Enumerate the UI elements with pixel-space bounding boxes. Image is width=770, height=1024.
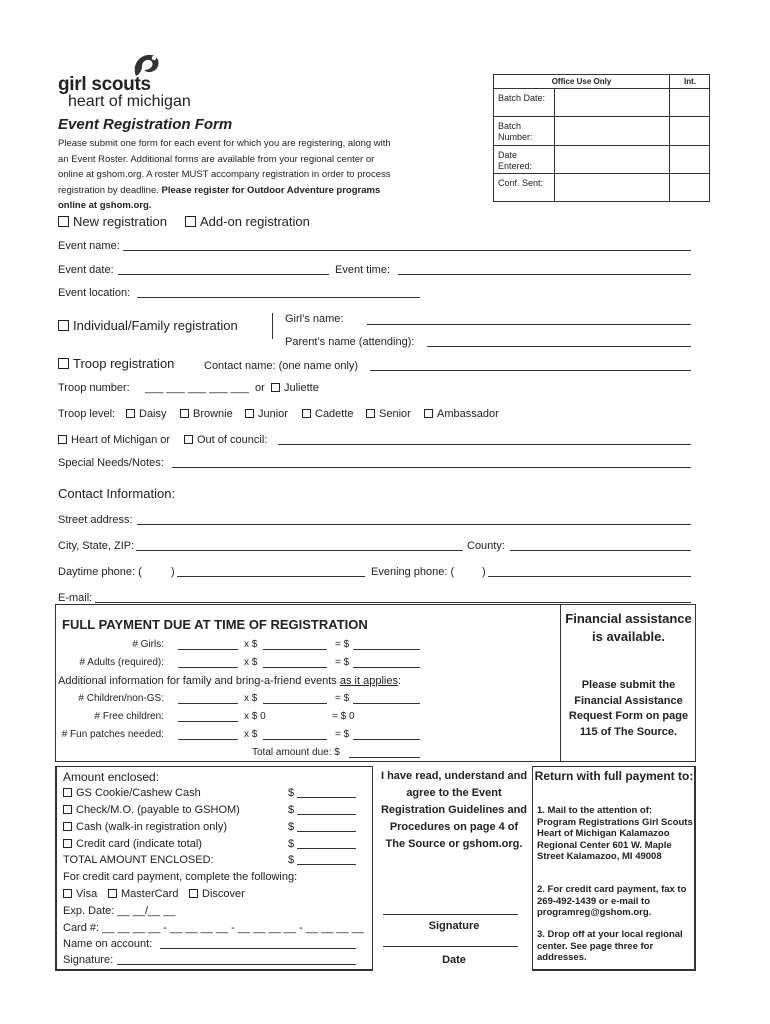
mastercard-label: MasterCard <box>121 888 179 900</box>
credit-card-option[interactable] <box>63 838 202 850</box>
name-on-account-label: Name on account: <box>63 938 153 950</box>
ambassador-checkbox[interactable] <box>424 409 433 418</box>
check-dollar: $ <box>288 804 295 816</box>
as-it-applies-text: as it applies <box>339 675 398 687</box>
juliette-option[interactable] <box>271 382 319 394</box>
date-entered-label: Date Entered: <box>498 150 533 171</box>
cc-signature-field[interactable] <box>117 964 356 965</box>
children-count-label: # Children/non-GS: <box>78 693 164 704</box>
addon-registration-option[interactable] <box>185 214 310 229</box>
level-junior-option[interactable] <box>245 408 288 420</box>
girls-total-field[interactable] <box>353 649 420 650</box>
check-checkbox[interactable] <box>63 805 72 814</box>
addon-registration-checkbox[interactable] <box>185 216 196 227</box>
intro-bold-note: Please register for Outdoor Adventure programs online at gshom.org. <box>58 184 381 211</box>
adults-total-field[interactable] <box>353 667 420 668</box>
mastercard-option[interactable] <box>108 888 178 900</box>
additional-info-text: Additional information for family and bring-a-friend events <box>58 675 337 687</box>
email-label: E-mail: <box>58 592 93 604</box>
adults-count-label: # Adults (required): <box>79 657 164 668</box>
level-daisy-option[interactable] <box>126 408 167 420</box>
brownie-checkbox[interactable] <box>180 409 189 418</box>
senior-label: Senior <box>379 408 411 420</box>
adults-x-dollar: x $ <box>244 657 258 668</box>
troop-number-label: Troop number: <box>58 382 130 394</box>
cash-checkbox[interactable] <box>63 822 72 831</box>
total-enclosed-label: TOTAL AMOUNT ENCLOSED: <box>63 854 214 866</box>
special-needs-label: Special Needs/Notes: <box>58 457 164 469</box>
total-enclosed-field[interactable] <box>297 864 356 865</box>
batch-number-label: Batch Number: <box>498 121 533 142</box>
visa-checkbox[interactable] <box>63 889 72 898</box>
level-senior-option[interactable] <box>366 408 411 420</box>
contact-info-heading: Contact Information: <box>58 486 176 501</box>
level-brownie-option[interactable] <box>180 408 233 420</box>
fun-patches-total-field[interactable] <box>353 739 420 740</box>
event-time-field[interactable] <box>398 274 691 275</box>
logo-subtext: heart of michigan <box>68 93 191 110</box>
event-name-label: Event name: <box>58 240 120 252</box>
cadette-label: Cadette <box>315 408 354 420</box>
heart-of-michigan-option[interactable] <box>58 434 170 446</box>
free-children-x: x $ 0 <box>244 711 266 722</box>
adults-rate-field[interactable] <box>263 667 327 668</box>
credit-card-checkbox[interactable] <box>63 839 72 848</box>
cash-option[interactable] <box>63 821 227 833</box>
discover-option[interactable] <box>189 888 245 900</box>
daisy-checkbox[interactable] <box>126 409 135 418</box>
addon-registration-label: Add-on registration <box>200 214 310 229</box>
individual-registration-option[interactable] <box>58 318 238 333</box>
total-amount-due-field[interactable] <box>349 757 420 758</box>
financial-assistance-title: Financial assistance is available. <box>565 611 692 644</box>
new-registration-checkbox[interactable] <box>58 216 69 227</box>
free-children-label: # Free children: <box>94 711 164 722</box>
mastercard-checkbox[interactable] <box>108 889 117 898</box>
conf-sent-label: Conf. Sent: <box>498 178 544 188</box>
ambassador-label: Ambassador <box>437 408 499 420</box>
total-enclosed-dollar: $ <box>288 854 295 866</box>
brownie-label: Brownie <box>193 408 233 420</box>
girls-x-dollar: x $ <box>244 639 258 650</box>
fun-patches-count-field[interactable] <box>178 739 238 740</box>
out-of-council-field[interactable] <box>278 444 691 445</box>
evening-phone-paren: ) <box>482 566 486 578</box>
level-ambassador-option[interactable] <box>424 408 499 420</box>
juliette-label: Juliette <box>284 382 319 394</box>
event-name-field[interactable] <box>123 250 691 251</box>
or-label: or <box>255 382 265 394</box>
additional-info-colon: : <box>397 675 402 687</box>
logo-text: girl scouts <box>58 74 151 95</box>
agreement-text: I have read, understand and agree to the Event Registration Guidelines and Procedures on page 4 of The Source or gshom.org. <box>380 770 528 850</box>
total-amount-due-label: Total amount due: $ <box>252 747 340 758</box>
return-dropoff-text: 3. Drop off at your local regional center. See page three for addresses. <box>537 929 683 963</box>
fun-patches-x-dollar: x $ <box>244 729 258 740</box>
individual-registration-label: Individual/Family registration <box>73 318 238 333</box>
level-cadette-option[interactable] <box>302 408 354 420</box>
cash-label: Cash (walk-in registration only) <box>76 821 227 833</box>
county-field[interactable] <box>510 550 691 551</box>
contact-name-field[interactable] <box>370 370 691 371</box>
out-of-council-checkbox[interactable] <box>184 435 193 444</box>
credit-card-label: Credit card (indicate total) <box>76 838 202 850</box>
return-fax-text: 2. For credit card payment, fax to 269-492-1439 or e-mail to programreg@gshom.org. <box>537 884 687 918</box>
juliette-checkbox[interactable] <box>271 383 280 392</box>
cadette-checkbox[interactable] <box>302 409 311 418</box>
credit-card-dollar: $ <box>288 838 295 850</box>
discover-label: Discover <box>202 888 245 900</box>
out-of-council-option[interactable] <box>184 434 267 446</box>
cookie-cash-option[interactable] <box>63 787 201 799</box>
event-time-label: Event time: <box>335 264 391 276</box>
children-x-dollar: x $ <box>244 693 258 704</box>
heart-of-michigan-checkbox[interactable] <box>58 435 67 444</box>
cookie-cash-dollar: $ <box>288 787 295 799</box>
individual-registration-checkbox[interactable] <box>58 320 69 331</box>
cc-signature-label: Signature: <box>63 954 114 966</box>
agreement-signature-field[interactable] <box>383 914 518 915</box>
cc-instructions: For credit card payment, complete the following: <box>63 871 298 883</box>
cash-dollar: $ <box>288 821 295 833</box>
girls-eq-dollar: = $ <box>335 639 350 650</box>
evening-phone-label: Evening phone: ( <box>371 566 455 578</box>
new-registration-label: New registration <box>73 214 167 229</box>
check-label: Check/M.O. (payable to GSHOM) <box>76 804 240 816</box>
parents-name-field[interactable] <box>427 346 691 347</box>
agreement-date-field[interactable] <box>383 946 518 947</box>
visa-label: Visa <box>76 888 98 900</box>
agreement-date-label: Date <box>442 954 466 966</box>
junior-label: Junior <box>258 408 288 420</box>
troop-level-label: Troop level: <box>58 408 116 420</box>
troop-registration-option[interactable] <box>58 356 174 371</box>
girls-count-field[interactable] <box>178 649 238 650</box>
credit-card-field[interactable] <box>297 848 356 849</box>
new-registration-option[interactable] <box>58 214 167 229</box>
county-label: County: <box>467 540 505 552</box>
fun-patches-eq-dollar: = $ <box>335 729 350 740</box>
free-children-eq: = $ 0 <box>332 711 355 722</box>
heart-of-michigan-label: Heart of Michigan or <box>71 434 171 446</box>
children-eq-dollar: = $ <box>335 693 350 704</box>
office-use-header: Office Use Only <box>551 77 612 86</box>
city-state-zip-label: City, State, ZIP: <box>58 540 135 552</box>
event-date-label: Event date: <box>58 264 114 276</box>
event-date-field[interactable] <box>118 274 329 275</box>
girls-rate-field[interactable] <box>263 649 327 650</box>
adults-count-field[interactable] <box>178 667 238 668</box>
troop-registration-label: Troop registration <box>73 356 175 371</box>
street-address-field[interactable] <box>137 524 691 525</box>
agreement-signature-label: Signature <box>428 920 480 932</box>
fun-patches-rate-field[interactable] <box>263 739 327 740</box>
out-of-council-label: Out of council: <box>197 434 268 446</box>
children-rate-field[interactable] <box>263 703 327 704</box>
girls-name-label: Girl’s name: <box>285 313 344 325</box>
girls-name-field[interactable] <box>367 324 691 325</box>
additional-info-line <box>58 675 401 687</box>
card-number-field[interactable]: Card #: __ __ __ __ - __ __ __ __ - __ __ __ __ - __ __ __ __ <box>63 922 364 934</box>
senior-checkbox[interactable] <box>366 409 375 418</box>
cookie-cash-field[interactable] <box>297 797 356 798</box>
return-mail-text: 1. Mail to the attention of: Program Registrations Girl Scouts Heart of Michigan Kalamazoo Regional Center 601 W. Maple Street Kalamazoo, MI 49008 <box>537 805 693 862</box>
form-title: Event Registration Form <box>58 116 233 133</box>
free-children-field[interactable] <box>178 721 238 722</box>
amount-enclosed-heading: Amount enclosed: <box>63 770 160 784</box>
cookie-cash-checkbox[interactable] <box>63 788 72 797</box>
exp-date-field[interactable]: Exp. Date: __ __/__ __ <box>63 905 176 917</box>
adults-eq-dollar: = $ <box>335 657 350 668</box>
event-location-label: Event location: <box>58 287 131 299</box>
troop-number-field[interactable]: ___ ___ ___ ___ ___ <box>145 382 249 394</box>
contact-name-label: Contact name: (one name only) <box>204 360 359 372</box>
check-field[interactable] <box>297 814 356 815</box>
check-option[interactable] <box>63 804 240 816</box>
junior-checkbox[interactable] <box>245 409 254 418</box>
financial-assistance-text: Please submit the Financial Assistance Request Form on page 115 of The Source. <box>568 679 689 738</box>
return-title: Return with full payment to: <box>534 769 694 783</box>
email-field[interactable] <box>95 602 691 603</box>
cash-field[interactable] <box>297 831 356 832</box>
visa-option[interactable] <box>63 888 97 900</box>
daytime-phone-paren: ) <box>171 566 175 578</box>
city-state-zip-field[interactable] <box>136 550 463 551</box>
name-on-account-field[interactable] <box>160 948 356 949</box>
evening-phone-field[interactable] <box>488 576 691 577</box>
daytime-phone-label: Daytime phone: ( <box>58 566 142 578</box>
daytime-phone-field[interactable] <box>177 576 365 577</box>
daisy-label: Daisy <box>139 408 167 420</box>
payment-title: FULL PAYMENT DUE AT TIME OF REGISTRATION <box>62 617 368 632</box>
troop-registration-checkbox[interactable] <box>58 358 69 369</box>
cookie-cash-label: GS Cookie/Cashew Cash <box>76 787 201 799</box>
children-total-field[interactable] <box>353 703 420 704</box>
batch-date-label: Batch Date: <box>498 93 546 103</box>
fun-patches-label: # Fun patches needed: <box>61 729 164 740</box>
parents-name-label: Parent’s name (attending): <box>285 336 415 348</box>
initials-header: Int. <box>684 77 696 86</box>
girls-count-label: # Girls: <box>132 639 164 650</box>
office-use-table <box>493 74 710 202</box>
special-needs-field[interactable] <box>172 467 691 468</box>
discover-checkbox[interactable] <box>189 889 198 898</box>
children-count-field[interactable] <box>178 703 238 704</box>
financial-divider <box>560 604 561 762</box>
individual-divider <box>272 313 273 339</box>
intro-paragraph: Please submit one form for each event for which you are registering, along with an Event Roster. Additional forms are available from your regional center or online at gshom.org. A roster MUST accompany registration in order to process registration by deadline. <box>58 138 391 196</box>
intro-text <box>58 136 398 214</box>
street-address-label: Street address: <box>58 514 133 526</box>
event-location-field[interactable] <box>137 297 420 298</box>
